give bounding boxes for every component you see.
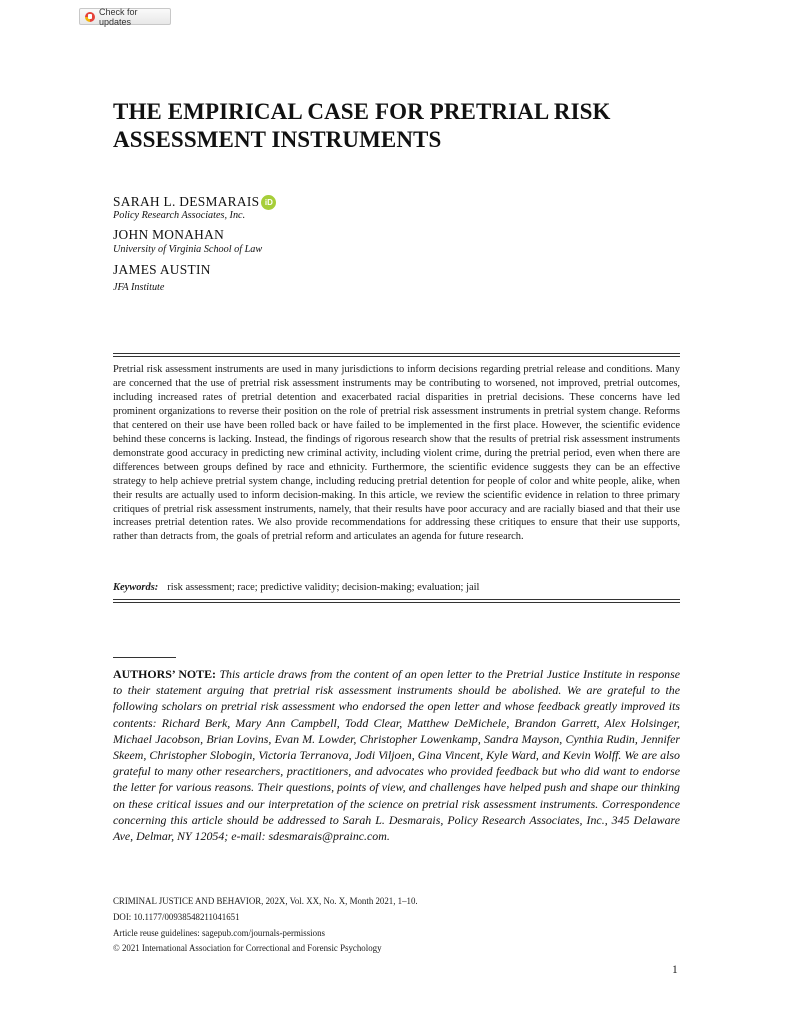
article-title: THE EMPIRICAL CASE FOR PRETRIAL RISK ASSESSMENT INSTRUMENTS — [113, 99, 611, 152]
keywords-line — [113, 582, 680, 593]
keywords-label: Keywords: — [113, 582, 159, 593]
reuse-guidelines: Article reuse guidelines: sagepub.com/journals-permissions — [113, 927, 325, 938]
author-affiliation: JFA Institute — [113, 282, 165, 293]
check-for-updates-label: Check for updates — [99, 6, 138, 27]
keywords-text: risk assessment; race; predictive validity; decision-making; evaluation; jail — [167, 582, 480, 593]
authors-note — [113, 666, 680, 844]
authors-note-text: This article draws from the content of an open letter to the Pretrial Justice Institute in response to their statement arguing that pretrial risk assessment instruments should be abolished. We are grateful to the following scholars on pretrial risk assessment who endorsed the open letter and whose feedback greatly improved its contents: Richard Berk, Mary Ann Campbell, Todd Clear, Matthew DeMichele, Brandon Garrett, Alex Holsinger, Michael Jacobson, Brian Lovins, Evan M. Lowder, Christopher Lowenkamp, Sandra Mayson, Cynthia Rudin, Jennifer Skeem, Christopher Slobogin, Victoria Terranova, Jodi Viljoen, Gina Vincent, Kyle Ward, and Kevin Wolff. We are also grateful to many other researchers, practitioners, and advocates who provided feedback but who did want to endorse the letter for various reasons. Their questions, points of view, and challenges have helped push and shape our thinking on these critical issues and our interpretation of the science on pretrial risk assessment instruments. Correspondence concerning this article should be addressed to Sarah L. Desmarais, Policy Research Associates, Inc., 345 Delaware Ave, Delmar, NY 12054; e-mail: sdesmarais@prainc.com. — [113, 667, 681, 844]
abstract-bottom-rule — [113, 599, 680, 603]
authors-note-label: AUTHORS’ NOTE: — [113, 667, 216, 681]
author-name: JAMES AUSTIN — [113, 262, 211, 277]
check-for-updates-button[interactable] — [79, 8, 171, 25]
abstract-text: Pretrial risk assessment instruments are used in many jurisdictions to inform decisions regarding pretrial release and conditions. Many are concerned that the use of pretrial risk assessment instruments may be contributing to worsened, not improved, pretrial outcomes, including increased rates of pretrial detention and exacerbated racial disparities in pretrial decisions. These concerns have led prominent organizations to reverse their position on the role of pretrial risk assessment instruments in pretrial system change. Reforms that centered on their use have been rolled back or have failed to be implemented in the first place. However, the scientific evidence behind these concerns is lacking. Instead, the findings of rigorous research show that the results of pretrial risk assessment instruments demonstrate good accuracy in predicting new criminal activity, including violent crime, during the pretrial period, even when there are differences between groups defined by race and ethnicity. Furthermore, the scientific evidence suggests they can be an effective strategy to help achieve pretrial system change, including reducing pretrial detention for people of color and white people, alike, when their results are actually used to inform decision-making. In this article, we review the scientific evidence in relation to three primary critiques of pretrial risk assessment instruments, namely, that their results have poor accuracy and are racially biased and that their use increases pretrial detention rates. We also provide recommendations for addressing these critiques to ensure that their use supports, rather than detracts from, the goals of pretrial reform and articulates an agenda for future research. — [113, 364, 680, 543]
abstract-top-rule — [113, 353, 680, 357]
doi-text: DOI: 10.1177/00938548211041651 — [113, 911, 240, 922]
journal-citation: CRIMINAL JUSTICE AND BEHAVIOR, 202X, Vol. XX, No. X, Month 2021, 1–10. — [113, 896, 418, 906]
footnote-separator — [113, 657, 176, 658]
orcid-icon[interactable]: iD — [261, 195, 276, 210]
author-name-text: SARAH L. DESMARAIS — [113, 194, 260, 209]
journal-footer — [113, 894, 418, 957]
author-affiliation: Policy Research Associates, Inc. — [113, 210, 246, 221]
author-name — [113, 194, 276, 210]
crossmark-icon — [85, 12, 95, 22]
author-name: JOHN MONAHAN — [113, 227, 225, 242]
page-number: 1 — [672, 964, 678, 976]
copyright-text: © 2021 International Association for Correctional and Forensic Psychology — [113, 943, 382, 954]
author-affiliation: University of Virginia School of Law — [113, 244, 263, 255]
